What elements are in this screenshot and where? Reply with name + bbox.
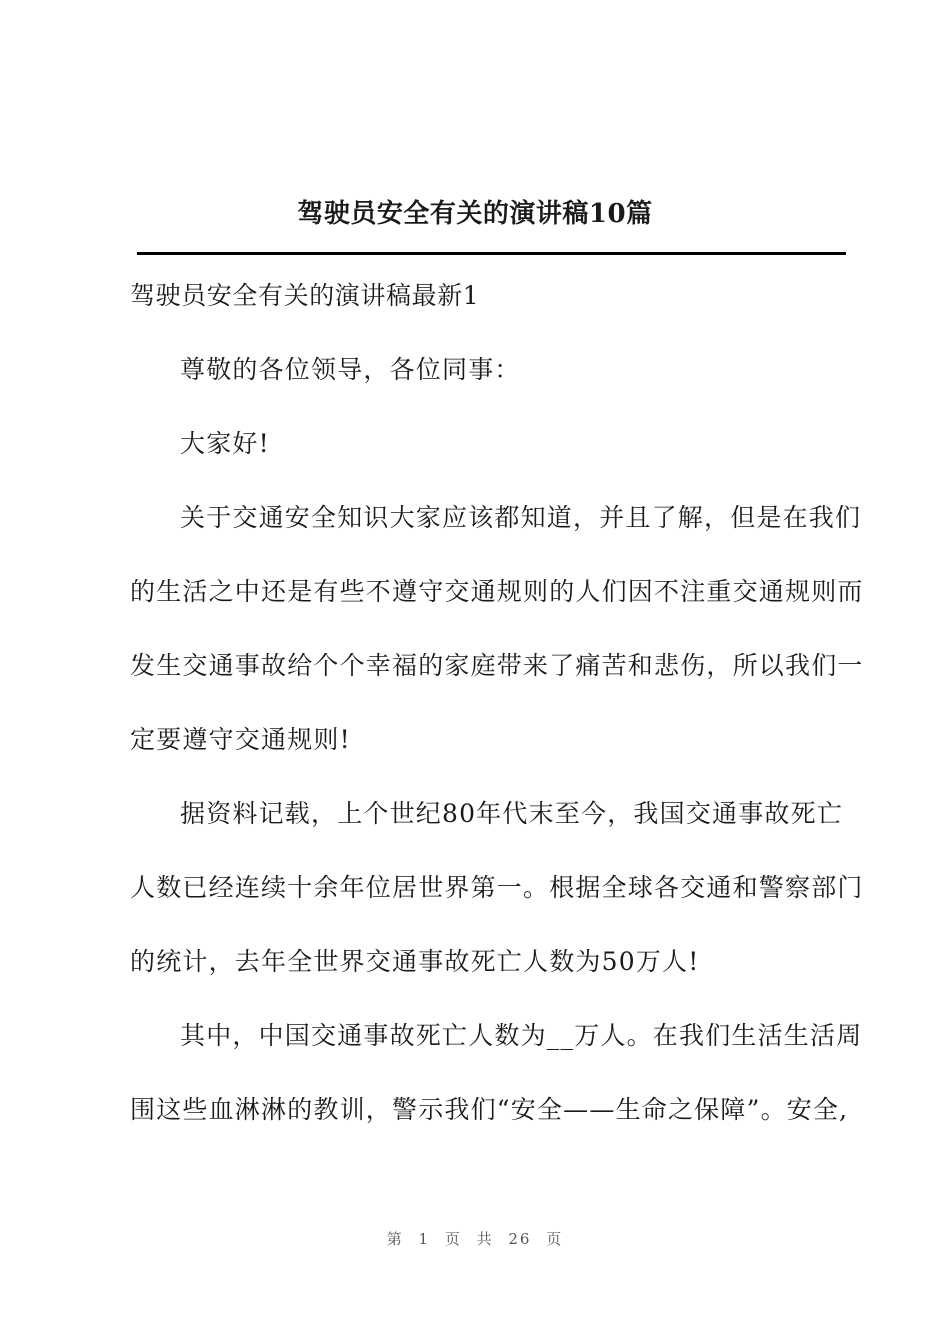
paragraph-line: 围这些血淋淋的教训，警示我们“安全——生命之保障”。安全, — [130, 1095, 849, 1124]
document-title: 驾驶员安全有关的演讲稿10篇 — [297, 199, 653, 229]
paragraph-line: 其中，中国交通事故死亡人数为__万人。在我们生活生活周 — [180, 1021, 863, 1050]
greeting-line: 大家好! — [180, 429, 270, 458]
salutation-line: 尊敬的各位领导，各位同事： — [180, 355, 521, 384]
paragraph-line: 的统计，去年全世界交通事故死亡人数为50万人! — [130, 947, 700, 976]
paragraph-line: 据资料记载，上个世纪80年代末至今，我国交通事故死亡 — [180, 799, 844, 828]
title-divider — [137, 252, 846, 255]
page-number-footer: 第 1 页 共 26 页 — [386, 1230, 564, 1248]
paragraph-line: 的生活之中还是有些不遵守交通规则的人们因不注重交通规则而 — [130, 577, 864, 606]
paragraph-line: 定要遵守交通规则! — [130, 725, 351, 754]
paragraph-line: 关于交通安全知识大家应该都知道，并且了解，但是在我们 — [180, 503, 862, 532]
paragraph-line: 人数已经连续十余年位居世界第一。根据全球各交通和警察部门 — [130, 873, 864, 902]
paragraph-line: 发生交通事故给个个幸福的家庭带来了痛苦和悲伤，所以我们一 — [130, 651, 864, 680]
section-heading: 驾驶员安全有关的演讲稿最新1 — [130, 281, 480, 310]
